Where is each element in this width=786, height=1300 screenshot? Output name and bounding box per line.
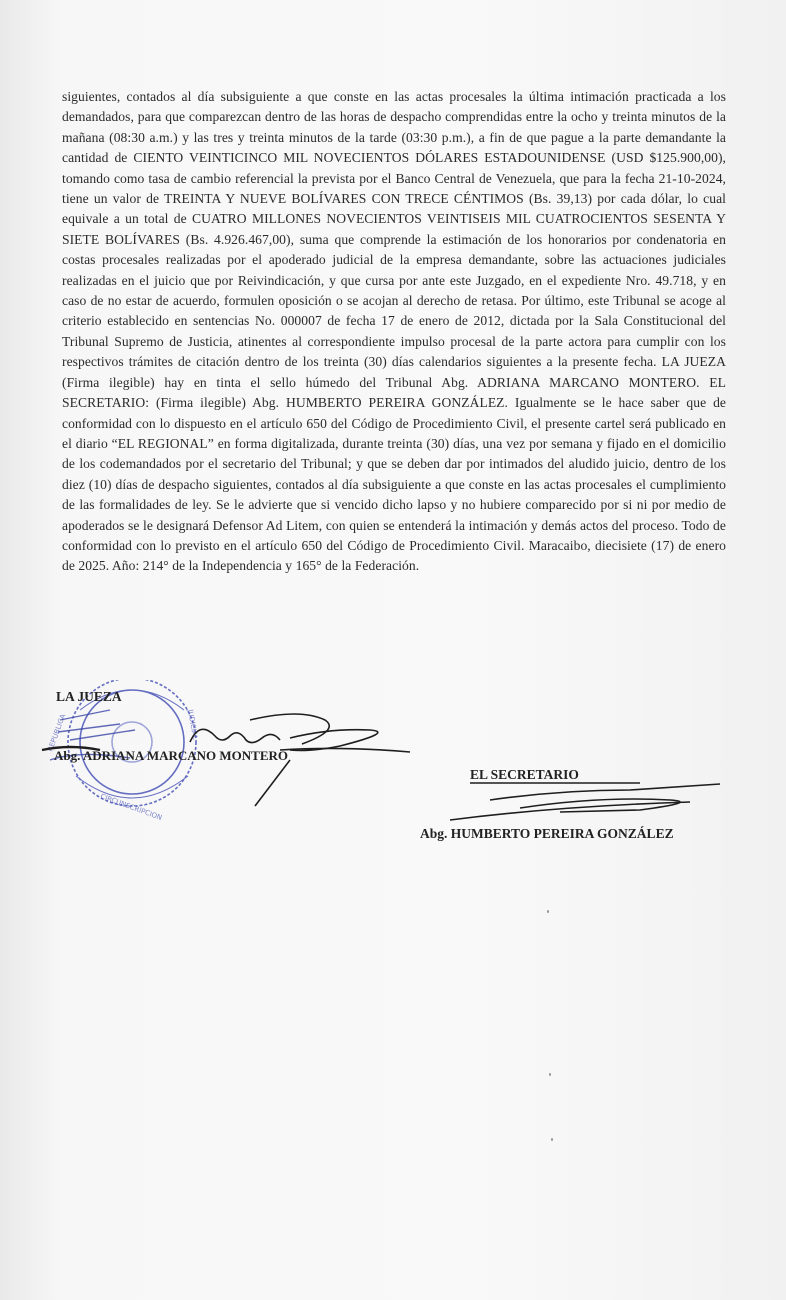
paper-mark <box>551 1138 553 1141</box>
svg-text:JUDICIAL: JUDICIAL <box>186 708 200 741</box>
judge-name: Abg. ADRIANA MARCANO MONTERO <box>54 748 289 763</box>
secretary-title: EL SECRETARIO <box>470 767 579 782</box>
judge-title: LA JUEZA <box>56 689 122 704</box>
svg-text:CIRCUNSCRIPCION: CIRCUNSCRIPCION <box>99 792 164 820</box>
body-paragraph: siguientes, contados al día subsiguiente a que conste en las actas procesales la última intimación practicada a los demandados, para que comparezcan dentro de las horas de despacho comprendidas entre la ocho y treinta minutos de la mañana (08:30 a.m.) y las tres y treinta minutos de la tarde (03:30 p.m.), a fin de que pague a la parte demandante la cantidad de CIENTO VEINTICINCO MIL NOVECIENTOS DÓLARES ESTADOUNIDENSE (USD $125.900,00), tomando como tasa de cambio referencial la prevista por el Banco Central de Venezuela, que para la fecha 21-10-2024, tiene un valor de TREINTA Y NUEVE BOLÍVARES CON TRECE CÉNTIMOS (Bs. 39,13) por cada dólar, lo cual equivale a un total de CUATRO MILLONES NOVECIENTOS VEINTISEIS MIL CUATROCIENTOS SESENTA Y SIETE BOLÍVARES (Bs. 4.926.467,00), suma que comprende la estimación de los honorarios por condenatoria en costas procesales realizadas por el apoderado judicial de la empresa demandante, sobre las actuaciones judiciales realizadas en el juicio que por Reivindicación, y que cursa por ante este Juzgado, en el expediente Nro. 49.718, y en caso de no estar de acuerdo, formulen oposición o se acojan al derecho de retasa. Por último, este Tribunal se acoge al criterio establecido en sentencias No. 000007 de fecha 17 de enero de 2012, dictada por la Sala Constitucional del Tribunal Supremo de Justicia, atinentes al correspondiente impulso procesal de la parte actora para cumplir con los respectivos trámites de citación dentro de los treinta (30) días calendarios siguientes a la presente fecha. LA JUEZA (Firma ilegible) hay en tinta el sello húmedo del Tribunal Abg. ADRIANA MARCANO MONTERO. EL SECRETARIO: (Firma ilegible) Abg. HUMBERTO PEREIRA GONZÁLEZ. Igualmente se le hace saber que de conformidad con lo dispuesto en el artículo 650 del Código de Procedimiento Civil, el presente cartel será publicado en el diario “EL REGIONAL” en forma digitalizada, durante treinta (30) días, una vez por semana y fijado en el domicilio de los codemandados por el secretario del Tribunal; y que se deben dar por intimados del aludido juicio, dentro de los diez (10) días de despacho siguientes, contados al día subsiguiente a que conste en las actas procesales el cumplimiento de las formalidades de ley. Se le advierte que si vencido dicho lapso y no hubiere comparecido por si ni por medio de apoderados se le designará Defensor Ad Litem, con quien se entenderá la intimación y demás actos del proceso. Todo de conformidad con lo previsto en el artículo 650 del Código de Procedimiento Civil. Maracaibo, diecisiete (17) de enero de 2025. Año: 214° de la Independencia y 165° de la Federación. <box>62 89 726 574</box>
svg-text:REPUBLICA: REPUBLICA <box>46 713 68 753</box>
secretary-name: Abg. HUMBERTO PEREIRA GONZÁLEZ <box>420 826 674 841</box>
paper-mark <box>549 1073 551 1076</box>
paper-mark <box>547 910 549 913</box>
